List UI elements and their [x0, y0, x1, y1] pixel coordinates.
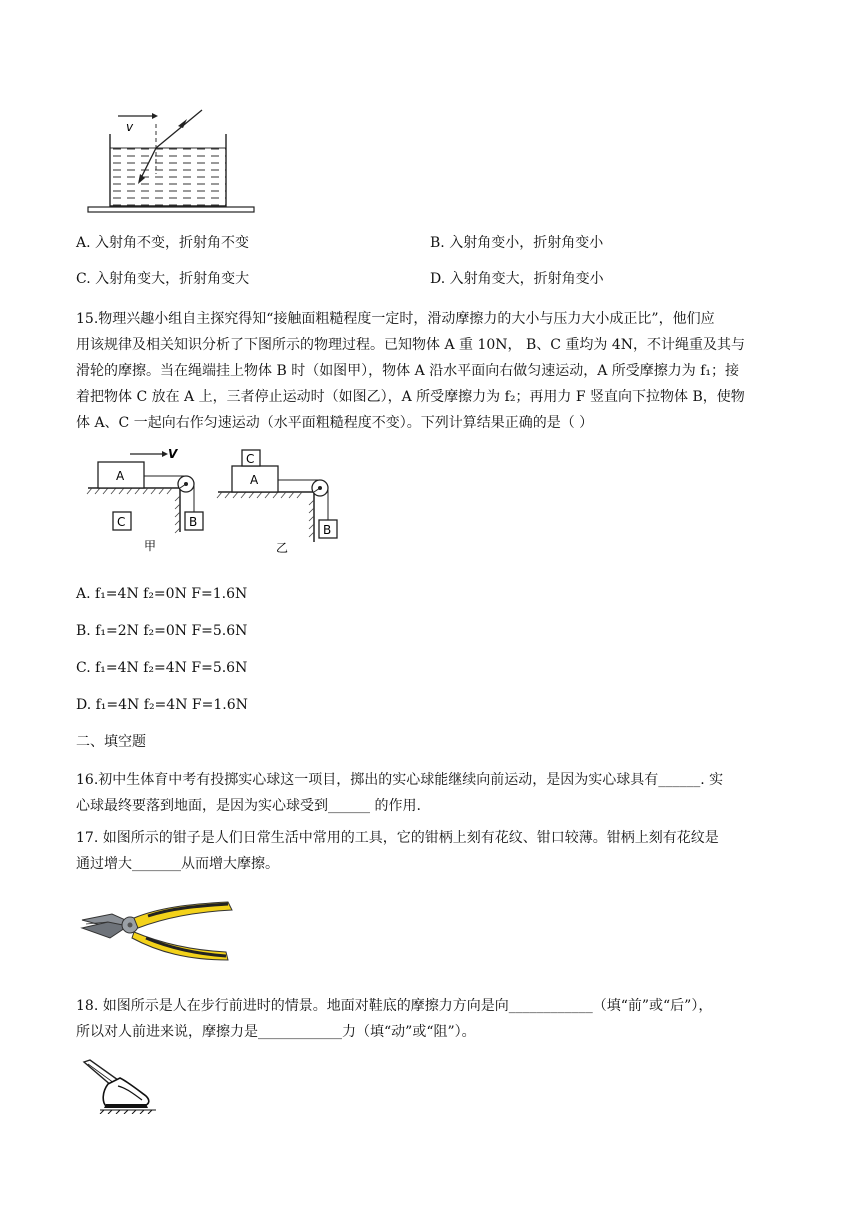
q14-option-c: C. 入射角变大，折射角变大 — [76, 271, 250, 287]
q17-text-line-1: 17. 如图所示的钳子是人们日常生活中常用的工具，它的钳柄上刻有花纹、钳口较薄。钳柄上刻有花纹是 — [76, 830, 719, 846]
q18-text-line-2: 所以对人前进来说，摩擦力是____________力（填“动”或“阻”）。 — [76, 1024, 476, 1040]
q15-text-line-5: 体 A、C 一起向右作匀速运动（水平面粗糙程度不变）。下列计算结果正确的是（ ） — [76, 415, 594, 431]
base-plate — [88, 207, 254, 212]
q15-text-line-4: 着把物体 C 放在 A 上，三者停止运动时（如图乙），A 所受摩擦力为 f₂；再用力 F 竖直向下拉物体 B，使物 — [76, 389, 745, 405]
q16-text-line-2: 心球最终要落到地面，是因为实心球受到______ 的作用. — [76, 798, 421, 814]
refraction-figure — [84, 104, 264, 216]
block-b-label: B — [189, 515, 198, 529]
q15-option-a: A. f₁=4N f₂=0N F=1.6N — [76, 586, 248, 602]
walking-shoe-figure — [78, 1058, 164, 1114]
block-a-label: A — [116, 469, 125, 483]
q16-text-line-1: 16.初中生体育中考有投掷实心球这一项目，掷出的实心球能继续向前运动，是因为实心球具有______. 实 — [76, 772, 724, 788]
liquid — [110, 148, 226, 206]
shoe — [103, 1078, 149, 1106]
pulley-diagram-yi — [217, 450, 337, 555]
block-a-yi-label: A — [250, 473, 259, 487]
pulley-diagram-jia — [87, 447, 203, 553]
caption-jia: 甲 — [144, 539, 157, 553]
q14-option-a: A. 入射角不变，折射角不变 — [76, 235, 250, 251]
velocity-label: v — [126, 120, 134, 134]
block-c-yi-label: C — [246, 452, 255, 466]
q15-text-line-3: 滑轮的摩擦。当在绳端挂上物体 B 时（如图甲），物体 A 沿水平面向右做匀速运动，A 所受摩擦力为 f₁；接 — [76, 363, 740, 379]
pulley-figure — [86, 446, 346, 558]
q15-text-line-2: 用该规律及相关知识分析了下图所示的物理过程。已知物体 A 重 10N， B、C 重均为 4N，不计绳重及其与 — [76, 337, 746, 353]
caption-yi: 乙 — [276, 541, 289, 555]
section-title-fill-in: 二、填空题 — [76, 734, 146, 750]
velocity-label: V — [168, 447, 178, 461]
q15-option-d: D. f₁=4N f₂=4N F=1.6N — [76, 697, 248, 713]
q14-option-b: B. 入射角变小，折射角变小 — [430, 235, 604, 251]
block-c-label: C — [117, 515, 126, 529]
q15-option-b: B. f₁=2N f₂=0N F=5.6N — [76, 623, 248, 639]
q15-option-c: C. f₁=4N f₂=4N F=5.6N — [76, 660, 248, 676]
pliers-figure — [78, 892, 238, 964]
q15-text-line-1: 15.物理兴趣小组自主探究得知“接触面粗糙程度一定时，滑动摩擦力的大小与压力大小成正比”，他们应 — [76, 311, 715, 327]
q18-text-line-1: 18. 如图所示是人在步行前进时的情景。地面对鞋底的摩擦力方向是向____________（填“前”或“后”）， — [76, 998, 713, 1014]
block-b-yi-label: B — [323, 523, 332, 537]
q17-text-line-2: 通过增大_______从而增大摩擦。 — [76, 856, 279, 872]
q14-option-d: D. 入射角变大，折射角变小 — [430, 271, 604, 287]
